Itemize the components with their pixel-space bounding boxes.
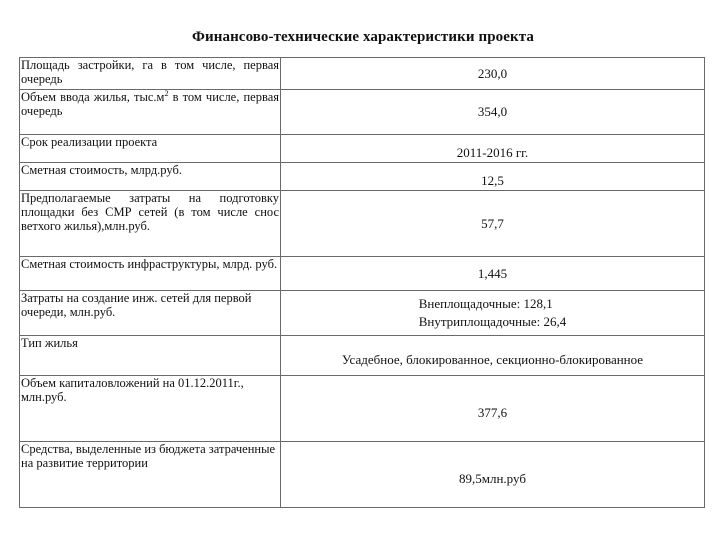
label-superscript: 2	[164, 89, 169, 98]
row-label: Сметная стоимость, млрд.руб.	[20, 163, 281, 191]
row-value-text: 377,6	[477, 404, 508, 420]
table-row	[20, 90, 705, 135]
row-value	[281, 191, 705, 257]
table-row	[20, 291, 705, 336]
row-value	[281, 90, 705, 135]
table-row	[20, 257, 705, 291]
row-label	[20, 90, 281, 135]
row-value	[281, 135, 705, 163]
row-value-text: 57,7	[481, 215, 504, 231]
row-value	[281, 336, 705, 376]
row-value-multiline	[419, 295, 567, 331]
table-row	[20, 191, 705, 257]
table-row	[20, 135, 705, 163]
row-label: Предполагаемые затраты на подготовку площадки без СМР сетей (в том числе снос ветхого жилья),млн.руб.	[20, 191, 281, 257]
row-value-text: 12,5	[481, 172, 504, 188]
row-label: Объем капиталовложений на 01.12.2011г., млн.руб.	[20, 376, 281, 442]
label-text-cont: в том числе, первая очередь	[21, 90, 279, 118]
row-label: Затраты на создание инж. сетей для первой очереди, млн.руб.	[20, 291, 281, 336]
row-label: Средства, выделенные из бюджета затраченные на развитие территории	[20, 442, 281, 508]
row-value-text: 230,0	[477, 65, 508, 81]
table-row	[20, 376, 705, 442]
label-text: Объем ввода жилья, тыс.м	[21, 90, 165, 104]
row-label: Сметная стоимость инфраструктуры, млрд. руб.	[20, 257, 281, 291]
row-value	[281, 376, 705, 442]
table-row	[20, 163, 705, 191]
row-value	[281, 163, 705, 191]
row-value-text: 89,5млн.руб	[459, 470, 526, 486]
table-row	[20, 58, 705, 90]
row-value	[281, 257, 705, 291]
page-title: Финансово-технические характеристики проекта	[192, 29, 534, 45]
table-row	[20, 336, 705, 376]
row-value-text: 354,0	[477, 104, 508, 119]
row-value	[281, 291, 705, 336]
table-row	[20, 442, 705, 508]
row-label: Тип жилья	[20, 336, 281, 376]
row-value	[281, 58, 705, 90]
row-label: Площадь застройки, га в том числе, первая очередь	[20, 58, 281, 90]
specs-table	[19, 57, 705, 508]
row-value-text: 2011-2016 гг.	[456, 144, 529, 160]
value-line-offsite: Внеплощадочные: 128,1	[418, 296, 553, 311]
row-label: Срок реализации проекта	[20, 135, 281, 163]
row-value	[281, 442, 705, 508]
row-value-text: 1,445	[477, 265, 508, 281]
value-line-onsite: Внутриплощадочные: 26,4	[418, 314, 567, 329]
row-value-text: Усадебное, блокированное, секционно-блокированное	[341, 351, 644, 367]
